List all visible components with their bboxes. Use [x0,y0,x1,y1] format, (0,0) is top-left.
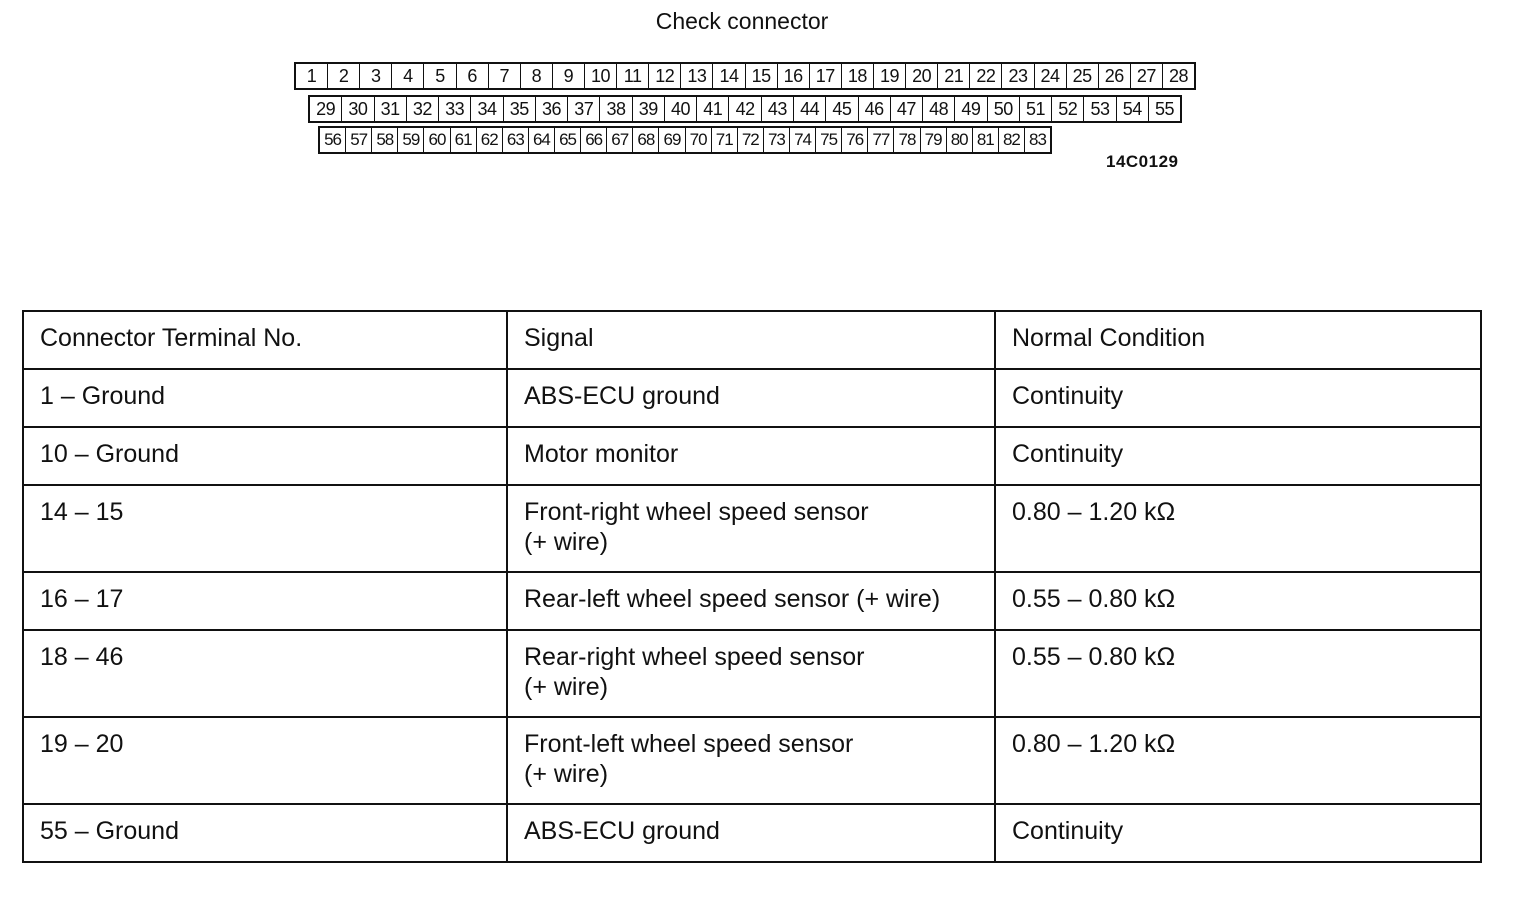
connector-terminal: 6 [457,64,489,88]
connector-terminal: 83 [1029,130,1046,149]
connector-terminal: 8 [521,64,553,88]
header-terminal: Connector Terminal No. [23,311,507,369]
connector-terminal: 29 [310,97,342,121]
connector-terminal: 75 [816,128,842,152]
connector-terminal: 52 [1052,97,1084,121]
table-row [23,485,1481,572]
connector-terminal: 48 [923,97,955,121]
connector-terminal: 11 [617,64,649,88]
connector-terminal: 70 [686,128,712,152]
table-row [23,369,1481,427]
connector-terminal: 42 [729,97,761,121]
connector-terminal: 78 [894,128,920,152]
condition-cell: 0.80 – 1.20 kΩ [995,485,1481,572]
connector-terminal: 46 [859,97,891,121]
header-signal: Signal [507,311,995,369]
connector-terminal: 25 [1067,64,1099,88]
connector-terminal: 37 [568,97,600,121]
connector-terminal: 9 [553,64,585,88]
table-row [23,427,1481,485]
connector-terminal: 59 [398,128,424,152]
connector-terminal: 81 [973,128,999,152]
terminal-cell: 55 – Ground [23,804,507,862]
connector-terminal: 4 [392,64,424,88]
signal-cell: Rear-right wheel speed sensor (+ wire) [507,630,995,717]
connector-terminal: 63 [503,128,529,152]
connector-terminal: 69 [659,128,685,152]
condition-cell: Continuity [995,369,1481,427]
connector-terminal: 34 [471,97,503,121]
connector-terminal: 16 [778,64,810,88]
terminal-check-table [22,310,1482,863]
signal-cell: Front-left wheel speed sensor (+ wire) [507,717,995,804]
connector-terminal: 72 [738,128,764,152]
connector-terminal: 12 [649,64,681,88]
connector-terminal: 47 [891,97,923,121]
connector-terminal: 14 [713,64,745,88]
terminal-cell: 19 – 20 [23,717,507,804]
connector-row-1 [294,62,1196,90]
connector-terminal: 18 [842,64,874,88]
connector-terminal: 41 [697,97,729,121]
terminal-cell: 16 – 17 [23,572,507,630]
signal-cell: Front-right wheel speed sensor (+ wire) [507,485,995,572]
condition-cell: 0.55 – 0.80 kΩ [995,630,1481,717]
connector-terminal: 80 [947,128,973,152]
connector-terminal: 28 [1168,65,1189,86]
table-row [23,804,1481,862]
connector-terminal: 64 [529,128,555,152]
connector-terminal: 82 [999,128,1025,152]
table-header-row [23,311,1481,369]
signal-cell: ABS-ECU ground [507,369,995,427]
connector-terminal: 33 [439,97,471,121]
connector-row-3 [318,126,1052,154]
condition-cell: 0.55 – 0.80 kΩ [995,572,1481,630]
connector-terminal: 24 [1035,64,1067,88]
connector-terminal: 49 [955,97,987,121]
connector-terminal: 31 [375,97,407,121]
connector-terminal: 53 [1084,97,1116,121]
connector-terminal: 54 [1117,97,1149,121]
connector-terminal: 26 [1099,64,1131,88]
connector-terminal: 15 [746,64,778,88]
connector-terminal: 68 [633,128,659,152]
terminal-cell: 14 – 15 [23,485,507,572]
connector-terminal: 30 [342,97,374,121]
connector-terminal: 23 [1002,64,1034,88]
connector-terminal: 58 [372,128,398,152]
connector-terminal: 19 [874,64,906,88]
connector-terminal: 67 [607,128,633,152]
connector-terminal: 65 [555,128,581,152]
connector-terminal: 61 [451,128,477,152]
signal-cell: Rear-left wheel speed sensor (+ wire) [507,572,995,630]
connector-terminal: 13 [681,64,713,88]
connector-terminal: 21 [938,64,970,88]
table-row [23,630,1481,717]
connector-terminal: 3 [360,64,392,88]
terminal-cell: 10 – Ground [23,427,507,485]
connector-terminal: 39 [633,97,665,121]
connector-terminal: 32 [407,97,439,121]
connector-terminal: 56 [320,128,346,152]
connector-terminal: 57 [346,128,372,152]
connector-terminal: 55 [1155,98,1175,119]
connector-terminal: 1 [296,64,328,88]
table-row [23,572,1481,630]
connector-terminal: 45 [826,97,858,121]
connector-terminal: 35 [504,97,536,121]
connector-terminal: 50 [988,97,1020,121]
connector-terminal: 60 [424,128,450,152]
terminal-cell: 1 – Ground [23,369,507,427]
connector-terminal: 74 [790,128,816,152]
condition-cell: 0.80 – 1.20 kΩ [995,717,1481,804]
connector-terminal: 76 [842,128,868,152]
signal-cell: ABS-ECU ground [507,804,995,862]
connector-terminal: 66 [581,128,607,152]
connector-terminal: 36 [536,97,568,121]
connector-terminal: 5 [424,64,456,88]
connector-terminal: 22 [970,64,1002,88]
connector-terminal: 20 [906,64,938,88]
signal-cell: Motor monitor [507,427,995,485]
connector-terminal: 73 [764,128,790,152]
connector-terminal: 10 [585,64,617,88]
connector-terminal: 62 [477,128,503,152]
connector-terminal: 79 [921,128,947,152]
connector-terminal: 17 [810,64,842,88]
connector-terminal: 2 [328,64,360,88]
terminal-cell: 18 – 46 [23,630,507,717]
connector-terminal: 38 [600,97,632,121]
connector-terminal: 51 [1020,97,1052,121]
figure-code: 14C0129 [1106,152,1179,171]
condition-cell: Continuity [995,804,1481,862]
connector-terminal: 40 [665,97,697,121]
header-condition: Normal Condition [995,311,1481,369]
connector-terminal: 7 [489,64,521,88]
connector-terminal: 27 [1131,64,1163,88]
table-row [23,717,1481,804]
connector-row-2 [308,95,1182,123]
connector-terminal: 44 [794,97,826,121]
connector-terminal: 77 [868,128,894,152]
connector-terminal: 71 [712,128,738,152]
page-title: Check connector [655,8,829,34]
connector-terminal: 43 [762,97,794,121]
condition-cell: Continuity [995,427,1481,485]
